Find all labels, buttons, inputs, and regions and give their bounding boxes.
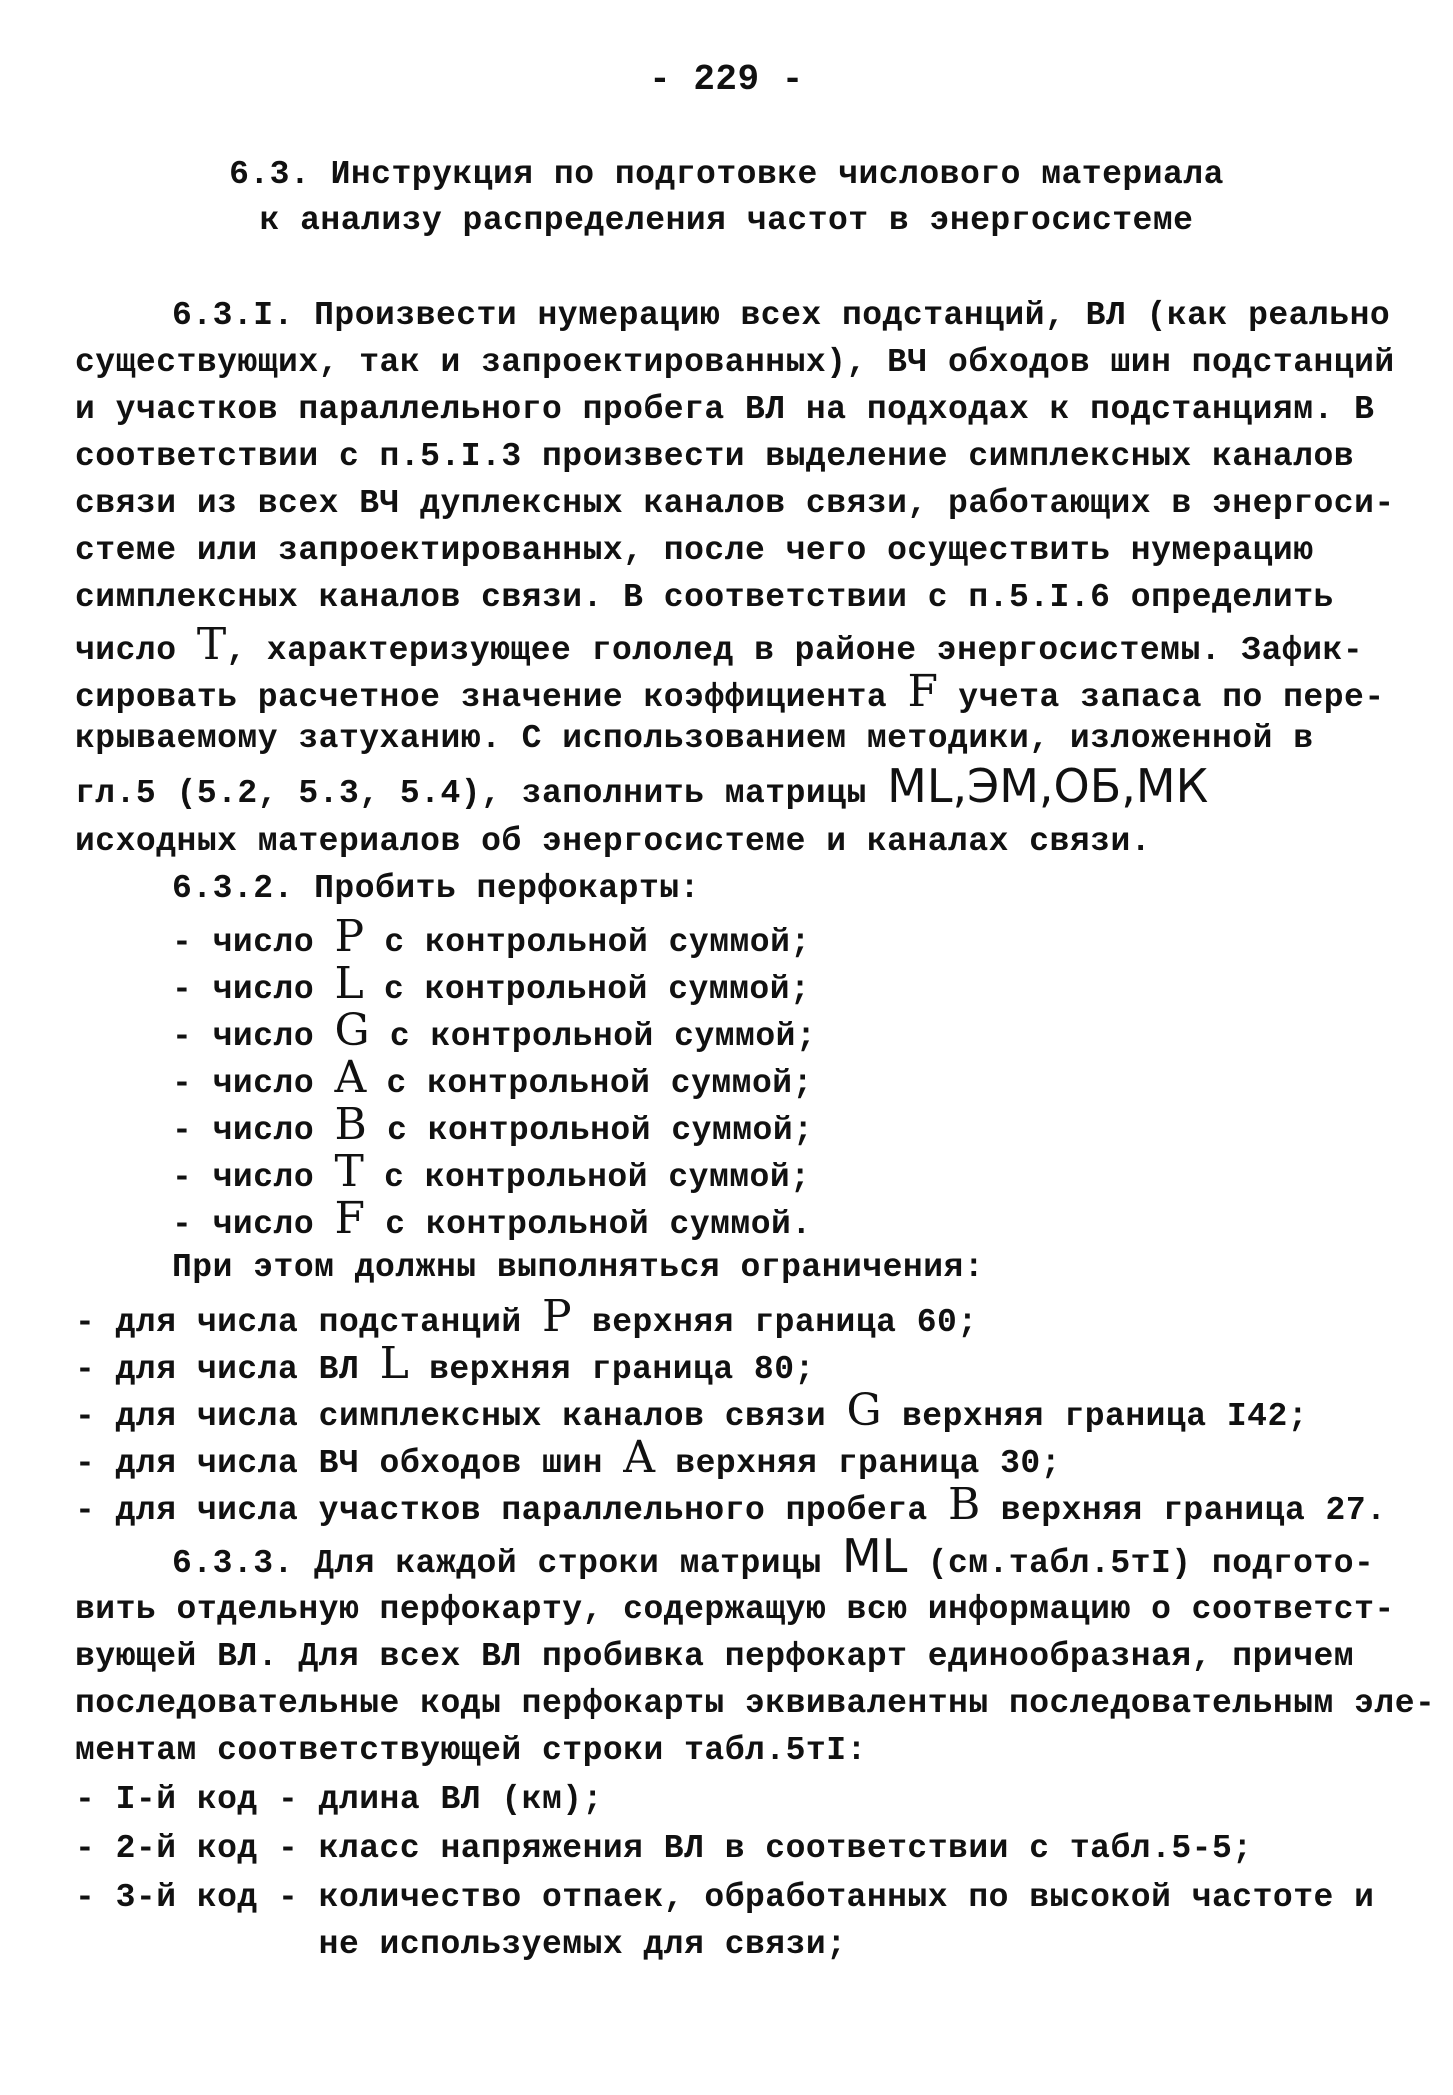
- symbol-f: F: [907, 666, 938, 717]
- para-631-line-1: 6.3.I. Произвести нумерацию всех подстанций, ВЛ (как реально: [172, 297, 1391, 334]
- code-item: - 3-й код - количество отпаек, обработанных по высокой частоте и: [75, 1879, 1375, 1916]
- punch-item: - число F с контрольной суммой.: [172, 1193, 812, 1244]
- para-631-line-8: число T, характеризующее гололед в районе энергосистемы. Зафик-: [75, 619, 1364, 670]
- para-631-line-2: существующих, так и запроектированных), ВЧ обходов шин подстанций: [75, 344, 1395, 381]
- para-633-line-1: 6.3.3. Для каждой строки матрицы ML (см.табл.5тI) подгото-: [172, 1529, 1375, 1583]
- para-631-line-10: крываемому затуханию. С использованием методики, изложенной в: [75, 720, 1314, 757]
- para-633-line: вить отдельную перфокарту, содержащую всю информацию о соответст-: [75, 1591, 1395, 1628]
- matrix-names: ML,ЭМ,ОБ,МК: [887, 759, 1209, 813]
- punch-item: - число L с контрольной суммой;: [172, 958, 811, 1009]
- constraints-intro: При этом должны выполняться ограничения:: [172, 1249, 985, 1286]
- para-631-line-5: связи из всех ВЧ дуплексных каналов связи, работающих в энергоси-: [75, 485, 1395, 522]
- page-number: - 229 -: [649, 59, 804, 100]
- punch-item: - число A с контрольной суммой;: [172, 1052, 813, 1103]
- section-title-line-1: 6.3. Инструкция по подготовке числового материала: [229, 156, 1224, 193]
- para-631-line-9: сировать расчетное значение коэффициента F учета запаса по пере-: [75, 666, 1385, 717]
- punch-item: - число T с контрольной суммой;: [172, 1146, 811, 1197]
- para-631-line-6: стеме или запроектированных, после чего осуществить нумерацию: [75, 532, 1314, 569]
- para-631-line-12: исходных материалов об энергосистеме и каналах связи.: [75, 823, 1152, 860]
- punch-item: - число P с контрольной суммой;: [172, 911, 811, 962]
- matrix-ml: ML: [842, 1529, 908, 1583]
- punch-item: - число G с контрольной суммой;: [172, 1005, 817, 1056]
- code-item: - I-й код - длина ВЛ (км);: [75, 1781, 603, 1818]
- symbol-t: T: [196, 619, 227, 670]
- para-633-line: ментам соответствующей строки табл.5тI:: [75, 1732, 867, 1769]
- section-title-line-2: к анализу распределения частот в энергосистеме: [259, 202, 1194, 239]
- para-631-line-4: соответствии с п.5.I.3 произвести выделение симплексных каналов: [75, 438, 1355, 475]
- constraint-item: - для числа ВЧ обходов шин A верхняя граница 30;: [75, 1432, 1062, 1483]
- para-631-line-11: гл.5 (5.2, 5.3, 5.4), заполнить матрицы ML,ЭМ,ОБ,МК: [75, 759, 1209, 813]
- constraint-item: - для числа участков параллельного пробега B верхняя граница 27.: [75, 1479, 1387, 1530]
- punch-item: - число B с контрольной суммой;: [172, 1099, 814, 1150]
- para-631-line-7: симплексных каналов связи. В соответствии с п.5.I.6 определить: [75, 579, 1334, 616]
- para-632-intro: 6.3.2. Пробить перфокарты:: [172, 870, 700, 907]
- constraint-item: - для числа симплексных каналов связи G верхняя граница I42;: [75, 1385, 1309, 1436]
- code-item: не используемых для связи;: [75, 1926, 847, 1963]
- para-631-line-3: и участков параллельного пробега ВЛ на подходах к подстанциям. В: [75, 391, 1375, 428]
- constraint-item: - для числа подстанций P верхняя граница 60;: [75, 1291, 978, 1342]
- code-item: - 2-й код - класс напряжения ВЛ в соответствии с табл.5-5;: [75, 1830, 1253, 1867]
- constraint-item: - для числа ВЛ L верхняя граница 80;: [75, 1338, 815, 1389]
- para-633-line: вующей ВЛ. Для всех ВЛ пробивка перфокарт единообразная, причем: [75, 1638, 1355, 1675]
- para-633-line: последовательные коды перфокарты эквивалентны последовательным эле-: [75, 1685, 1436, 1722]
